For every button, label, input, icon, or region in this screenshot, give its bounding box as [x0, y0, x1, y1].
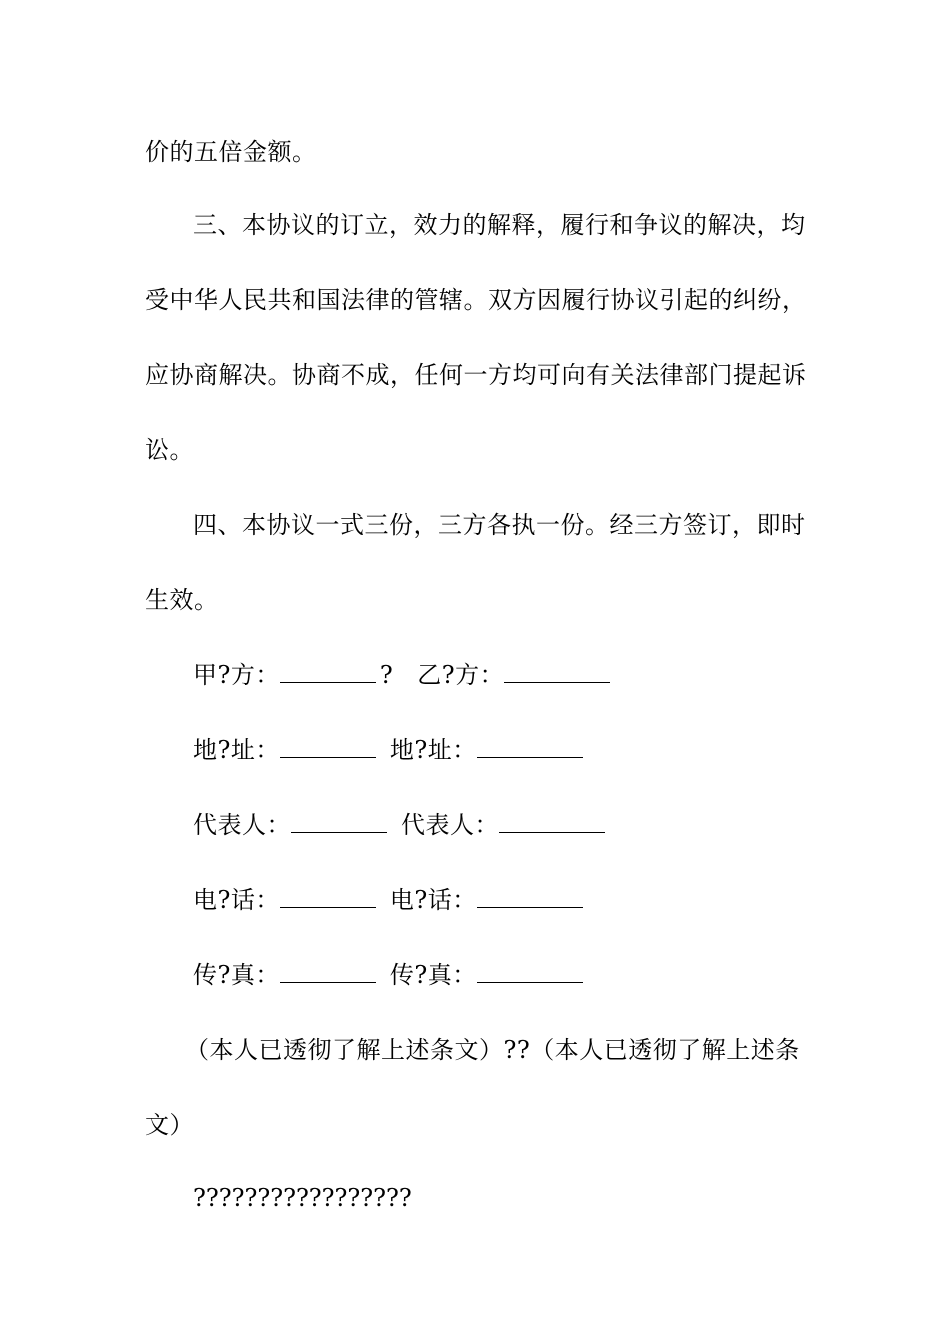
paragraph-continuation: 价的五倍金额。 — [145, 138, 317, 166]
party-b-blank[interactable] — [504, 660, 610, 683]
fax-b-blank[interactable] — [477, 960, 583, 983]
address-a-blank[interactable] — [280, 735, 376, 758]
party-a-blank[interactable] — [280, 660, 376, 683]
signature-row-party — [193, 660, 610, 690]
clause-3-line-2: 受中华人民共和国法律的管辖。双方因履行协议引起的纠纷， — [145, 286, 807, 314]
clause-3-line-3: 应协商解决。协商不成，任何一方均可向有关法律部门提起诉 — [145, 361, 807, 389]
phone-a-blank[interactable] — [280, 885, 376, 908]
clause-4-line-1: 四、本协议一式三份，三方各执一份。经三方签订，即时 — [193, 511, 806, 539]
signature-row-address — [193, 735, 583, 765]
fax-a-label: 传?真： — [193, 961, 280, 989]
party-a-label: 甲?方： — [193, 661, 280, 689]
signature-row-fax — [193, 960, 583, 990]
clause-4-line-2: 生效。 — [145, 586, 219, 614]
phone-b-label: 电?话： — [389, 886, 477, 914]
signature-row-phone — [193, 885, 583, 915]
fax-a-blank[interactable] — [280, 960, 376, 983]
representative-a-label: 代表人： — [193, 811, 291, 839]
party-separator: ? — [379, 661, 394, 689]
party-b-label: 乙?方： — [417, 661, 505, 689]
representative-b-blank[interactable] — [499, 810, 605, 833]
acknowledgement-line-2: 文） — [145, 1111, 194, 1139]
acknowledgement-line-1: （本人已透彻了解上述条文）??（本人已透彻了解上述条 — [185, 1036, 800, 1064]
clause-3-line-1: 三、本协议的订立，效力的解释，履行和争议的解决，均 — [193, 211, 806, 239]
acknowledgement-line-3: ????????????????? — [193, 1184, 412, 1212]
address-b-blank[interactable] — [477, 735, 583, 758]
phone-a-label: 电?话： — [193, 886, 280, 914]
address-b-label: 地?址： — [389, 736, 477, 764]
representative-a-blank[interactable] — [291, 810, 387, 833]
address-a-label: 地?址： — [193, 736, 280, 764]
phone-b-blank[interactable] — [477, 885, 583, 908]
fax-b-label: 传?真： — [389, 961, 477, 989]
signature-row-representative — [193, 810, 605, 840]
clause-3-line-4: 讼。 — [145, 436, 194, 464]
representative-b-label: 代表人： — [401, 811, 499, 839]
